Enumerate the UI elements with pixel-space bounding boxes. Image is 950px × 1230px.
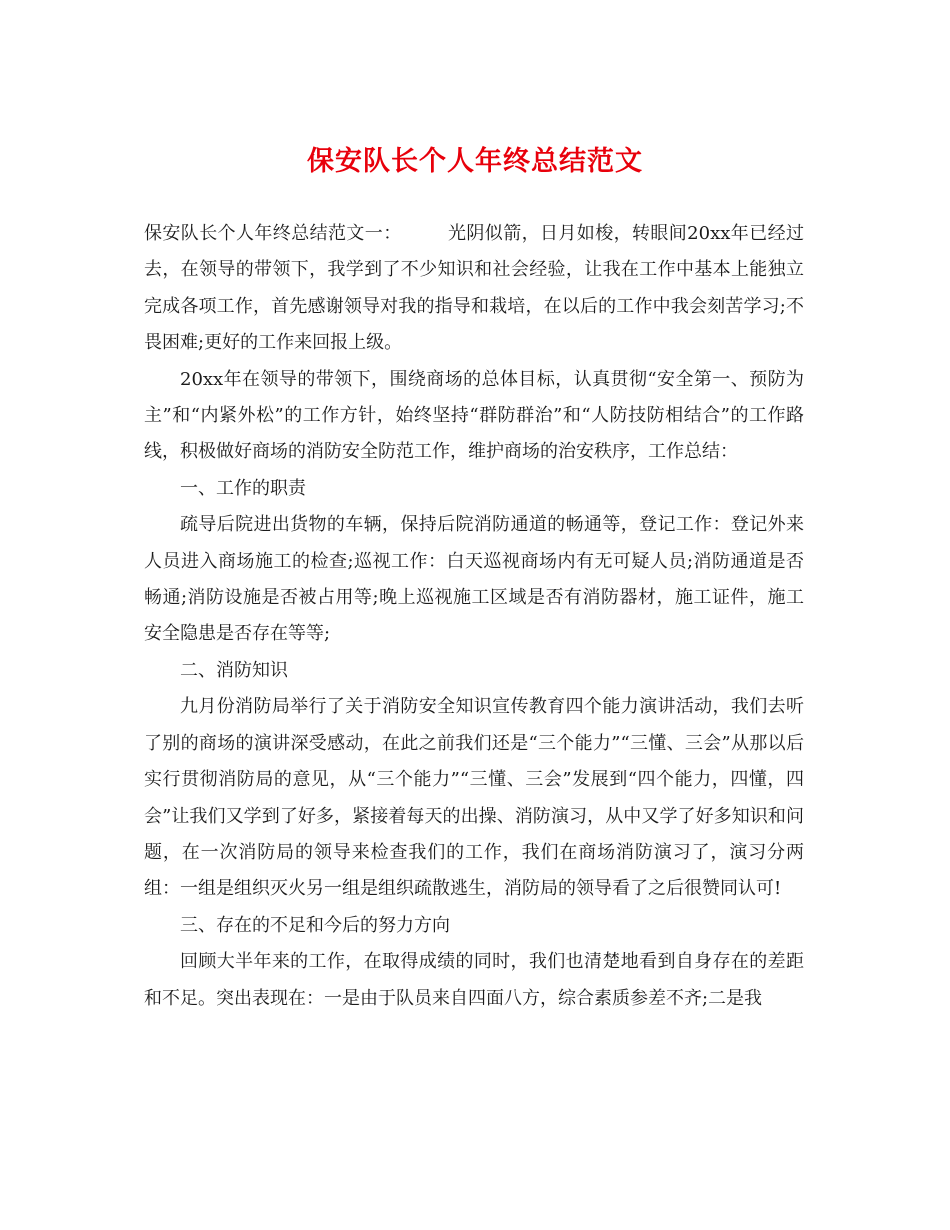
document-body — [144, 216, 804, 1017]
intro-label: 保安队长个人年终总结范文一： — [144, 223, 402, 244]
section-heading-2: 二、消防知识 — [180, 659, 288, 681]
paragraph-1: 光阴似箭，日月如梭，转眼间20xx年已经过去，在领导的带领下，我学到了不少知识和社会经验，让我在工作中基本上能独立完成各项工作，首先感谢领导对我的指导和栽培，在以后的工作中我会刻苦学习;不畏困难;更好的工作来回报上级。 — [144, 223, 804, 354]
paragraph-3: 疏导后院进出货物的车辆，保持后院消防通道的畅通等，登记工作：登记外来人员进入商场施工的检查;巡视工作：白天巡视商场内有无可疑人员;消防通道是否畅通;消防设施是否被占用等;晚上巡视施工区域是否有消防器材，施工证件，施工安全隐患是否存在等等; — [144, 514, 804, 645]
document-title: 保安队长个人年终总结范文 — [307, 146, 643, 177]
section-heading-1: 一、工作的职责 — [180, 477, 306, 499]
intro-paragraph — [144, 216, 804, 362]
paragraph-5: 回顾大半年来的工作，在取得成绩的同时，我们也清楚地看到自身存在的差距和不足。突出表现在：一是由于队员来自四面八方，综合素质参差不齐;二是我 — [144, 951, 804, 1009]
paragraph-2: 20xx年在领导的带领下，围绕商场的总体目标，认真贯彻“安全第一、预防为主”和“内紧外松”的工作方针，始终坚持“群防群治”和“人防技防相结合”的工作路线，积极做好商场的消防安全防范工作，维护商场的治安秩序，工作总结： — [144, 368, 804, 463]
section-heading-3: 三、存在的不足和今后的努力方向 — [180, 914, 450, 936]
paragraph-4: 九月份消防局举行了关于消防安全知识宣传教育四个能力演讲活动，我们去听了别的商场的演讲深受感动，在此之前我们还是“三个能力”“三懂、三会”从那以后实行贯彻消防局的意见，从“三个能力”“三懂、三会”发展到“四个能力，四懂，四会”让我们又学到了好多，紧接着每天的出操、消防演习，从中又学了好多知识和问题，在一次消防局的领导来检查我们的工作，我们在商场消防演习了，演习分两组：一组是组织灭火另一组是组织疏散逃生，消防局的领导看了之后很赞同认可! — [144, 696, 804, 900]
